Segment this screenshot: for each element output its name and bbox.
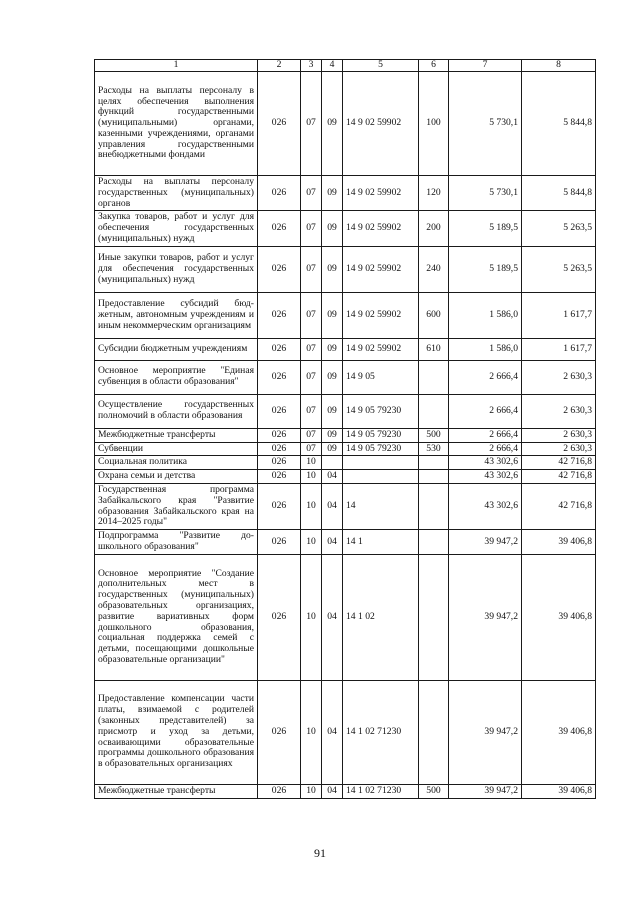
cell-amount-1: 5 189,5 xyxy=(449,246,522,292)
cell-amount-1: 5 730,1 xyxy=(449,72,522,176)
cell-vr: 120 xyxy=(419,176,449,211)
cell-name: Субвенции xyxy=(95,442,258,456)
cell-amount-1: 43 302,6 xyxy=(449,456,522,470)
cell-vr xyxy=(419,680,449,784)
cell-gr: 026 xyxy=(258,176,301,211)
cell-pr: 09 xyxy=(322,176,343,211)
cell-pr: 09 xyxy=(322,442,343,456)
cell-amount-2: 39 406,8 xyxy=(522,784,596,798)
cell-rz: 07 xyxy=(301,211,322,246)
cell-vr xyxy=(419,554,449,680)
cell-amount-1: 5 189,5 xyxy=(449,211,522,246)
cell-pr: 09 xyxy=(322,394,343,428)
cell-amount-2: 2 630,3 xyxy=(522,428,596,442)
cell-vr: 200 xyxy=(419,211,449,246)
cell-gr: 026 xyxy=(258,554,301,680)
table-row xyxy=(95,530,596,555)
cell-name: Предоставление субсидий бюджетным, автономным учреждениям и иным некоммерческим организациям xyxy=(95,292,258,338)
cell-gr: 026 xyxy=(258,483,301,529)
cell-name: Основное мероприятие "Создание дополнительных мест в государственных (муниципальных) образовательных организациях, развитие вариативных форм дошкольного образования, социальная поддержка семей с детьми, посещающими дошкольные образовательные организации" xyxy=(95,554,258,680)
cell-amount-2: 5 263,5 xyxy=(522,246,596,292)
cell-csr: 14 9 02 59902 xyxy=(343,176,419,211)
cell-csr xyxy=(343,456,419,470)
cell-csr: 14 9 05 79230 xyxy=(343,442,419,456)
cell-vr: 530 xyxy=(419,442,449,456)
cell-amount-2: 42 716,8 xyxy=(522,456,596,470)
cell-name: Социальная политика xyxy=(95,456,258,470)
cell-amount-1: 2 666,4 xyxy=(449,360,522,394)
cell-amount-2: 1 617,7 xyxy=(522,338,596,360)
table-row xyxy=(95,483,596,529)
cell-amount-1: 43 302,6 xyxy=(449,470,522,484)
header-row xyxy=(95,60,596,72)
cell-gr: 026 xyxy=(258,784,301,798)
cell-name: Предоставление компенсации части платы, взимаемой с родителей (законных представителей) за присмотр и уход за детьми, осваивающими образовательные программы дошкольного образования в образовательных организациях xyxy=(95,680,258,784)
cell-amount-1: 2 666,4 xyxy=(449,428,522,442)
cell-pr: 09 xyxy=(322,360,343,394)
cell-gr: 026 xyxy=(258,680,301,784)
cell-name: Охрана семьи и детства xyxy=(95,470,258,484)
cell-rz: 07 xyxy=(301,246,322,292)
cell-vr: 500 xyxy=(419,428,449,442)
table-row xyxy=(95,428,596,442)
cell-csr: 14 9 05 79230 xyxy=(343,394,419,428)
header-cell: 8 xyxy=(522,60,596,72)
cell-rz: 07 xyxy=(301,442,322,456)
cell-csr: 14 1 02 71230 xyxy=(343,784,419,798)
cell-csr: 14 1 02 xyxy=(343,554,419,680)
cell-rz: 07 xyxy=(301,292,322,338)
cell-gr: 026 xyxy=(258,211,301,246)
cell-name: Основное мероприятие "Единая субвенция в области образования" xyxy=(95,360,258,394)
cell-gr: 026 xyxy=(258,246,301,292)
cell-pr: 09 xyxy=(322,72,343,176)
cell-rz: 07 xyxy=(301,72,322,176)
cell-vr: 500 xyxy=(419,784,449,798)
cell-amount-1: 39 947,2 xyxy=(449,680,522,784)
cell-gr: 026 xyxy=(258,530,301,555)
header-cell: 1 xyxy=(95,60,258,72)
cell-gr: 026 xyxy=(258,442,301,456)
cell-amount-2: 2 630,3 xyxy=(522,360,596,394)
cell-pr: 09 xyxy=(322,211,343,246)
cell-csr: 14 9 02 59902 xyxy=(343,338,419,360)
cell-csr: 14 9 02 59902 xyxy=(343,72,419,176)
cell-name: Закупка товаров, работ и услуг для обеспечения государственных (муниципальных) нужд xyxy=(95,211,258,246)
table-row xyxy=(95,394,596,428)
header-cell: 2 xyxy=(258,60,301,72)
cell-csr: 14 9 05 xyxy=(343,360,419,394)
cell-vr xyxy=(419,456,449,470)
cell-pr xyxy=(322,456,343,470)
cell-name: Иные закупки товаров, работ и услуг для обеспечения государственных (муниципальных) нужд xyxy=(95,246,258,292)
table-row xyxy=(95,292,596,338)
cell-name: Расходы на выплаты персоналу государственных (муниципальных) органов xyxy=(95,176,258,211)
cell-rz: 07 xyxy=(301,338,322,360)
cell-amount-1: 2 666,4 xyxy=(449,442,522,456)
cell-name: Межбюджетные трансферты xyxy=(95,784,258,798)
cell-name: Субсидии бюджетным учреждениям xyxy=(95,338,258,360)
cell-rz: 10 xyxy=(301,784,322,798)
table-row xyxy=(95,680,596,784)
cell-vr xyxy=(419,394,449,428)
cell-amount-2: 5 263,5 xyxy=(522,211,596,246)
cell-vr xyxy=(419,483,449,529)
cell-amount-2: 1 617,7 xyxy=(522,292,596,338)
cell-rz: 10 xyxy=(301,483,322,529)
table-row xyxy=(95,338,596,360)
cell-rz: 07 xyxy=(301,360,322,394)
cell-pr: 04 xyxy=(322,483,343,529)
cell-vr: 610 xyxy=(419,338,449,360)
cell-amount-2: 2 630,3 xyxy=(522,442,596,456)
table-row xyxy=(95,456,596,470)
cell-gr: 026 xyxy=(258,72,301,176)
cell-gr: 026 xyxy=(258,394,301,428)
cell-gr: 026 xyxy=(258,360,301,394)
cell-amount-1: 2 666,4 xyxy=(449,394,522,428)
table-row xyxy=(95,246,596,292)
cell-pr: 04 xyxy=(322,470,343,484)
cell-rz: 10 xyxy=(301,470,322,484)
cell-rz: 10 xyxy=(301,554,322,680)
header-cell: 4 xyxy=(322,60,343,72)
cell-amount-1: 5 730,1 xyxy=(449,176,522,211)
cell-gr: 026 xyxy=(258,338,301,360)
cell-csr: 14 9 02 59902 xyxy=(343,292,419,338)
table-row xyxy=(95,176,596,211)
cell-vr xyxy=(419,470,449,484)
cell-name: Межбюджетные трансферты xyxy=(95,428,258,442)
budget-table xyxy=(94,59,596,799)
table-row xyxy=(95,442,596,456)
cell-pr: 09 xyxy=(322,292,343,338)
table-row xyxy=(95,360,596,394)
cell-rz: 07 xyxy=(301,176,322,211)
cell-rz: 10 xyxy=(301,456,322,470)
cell-name: Подпрограмма "Развитие дошкольного образования" xyxy=(95,530,258,555)
header-cell: 6 xyxy=(419,60,449,72)
cell-csr xyxy=(343,470,419,484)
table-row xyxy=(95,554,596,680)
cell-amount-1: 39 947,2 xyxy=(449,530,522,555)
cell-vr xyxy=(419,530,449,555)
cell-pr: 04 xyxy=(322,530,343,555)
cell-csr: 14 9 05 79230 xyxy=(343,428,419,442)
table-body xyxy=(95,72,596,799)
cell-amount-2: 5 844,8 xyxy=(522,72,596,176)
cell-rz: 10 xyxy=(301,530,322,555)
cell-pr: 09 xyxy=(322,338,343,360)
table-row xyxy=(95,470,596,484)
cell-name: Государственная программа Забайкальского края "Развитие образования Забайкальского края на 2014–2025 годы" xyxy=(95,483,258,529)
cell-rz: 10 xyxy=(301,680,322,784)
cell-amount-2: 39 406,8 xyxy=(522,530,596,555)
table-row xyxy=(95,784,596,798)
cell-gr: 026 xyxy=(258,428,301,442)
cell-csr: 14 1 xyxy=(343,530,419,555)
cell-amount-2: 42 716,8 xyxy=(522,470,596,484)
cell-csr: 14 1 02 71230 xyxy=(343,680,419,784)
cell-gr: 026 xyxy=(258,456,301,470)
header-cell: 3 xyxy=(301,60,322,72)
header-cell: 5 xyxy=(343,60,419,72)
cell-amount-1: 43 302,6 xyxy=(449,483,522,529)
cell-amount-2: 39 406,8 xyxy=(522,680,596,784)
cell-vr: 600 xyxy=(419,292,449,338)
table-row xyxy=(95,211,596,246)
cell-gr: 026 xyxy=(258,470,301,484)
cell-rz: 07 xyxy=(301,428,322,442)
cell-name: Расходы на выплаты персоналу в целях обеспечения выполнения функций государственными (муниципальными) органами, казенными учреждениями, органами управления государственными внебюджетными фондами xyxy=(95,72,258,176)
cell-amount-2: 5 844,8 xyxy=(522,176,596,211)
cell-pr: 09 xyxy=(322,428,343,442)
header-cell: 7 xyxy=(449,60,522,72)
cell-amount-1: 39 947,2 xyxy=(449,784,522,798)
cell-amount-2: 39 406,8 xyxy=(522,554,596,680)
cell-vr: 100 xyxy=(419,72,449,176)
table-row xyxy=(95,72,596,176)
cell-csr: 14 9 02 59902 xyxy=(343,246,419,292)
cell-amount-1: 39 947,2 xyxy=(449,554,522,680)
cell-csr: 14 xyxy=(343,483,419,529)
cell-amount-2: 2 630,3 xyxy=(522,394,596,428)
cell-csr: 14 9 02 59902 xyxy=(343,211,419,246)
cell-amount-1: 1 586,0 xyxy=(449,292,522,338)
cell-pr: 04 xyxy=(322,784,343,798)
page-number: 91 xyxy=(314,846,326,860)
cell-pr: 04 xyxy=(322,554,343,680)
cell-vr xyxy=(419,360,449,394)
cell-name: Осуществление государственных полномочий в области образования xyxy=(95,394,258,428)
cell-amount-1: 1 586,0 xyxy=(449,338,522,360)
cell-pr: 09 xyxy=(322,246,343,292)
cell-pr: 04 xyxy=(322,680,343,784)
cell-gr: 026 xyxy=(258,292,301,338)
cell-amount-2: 42 716,8 xyxy=(522,483,596,529)
cell-vr: 240 xyxy=(419,246,449,292)
cell-rz: 07 xyxy=(301,394,322,428)
